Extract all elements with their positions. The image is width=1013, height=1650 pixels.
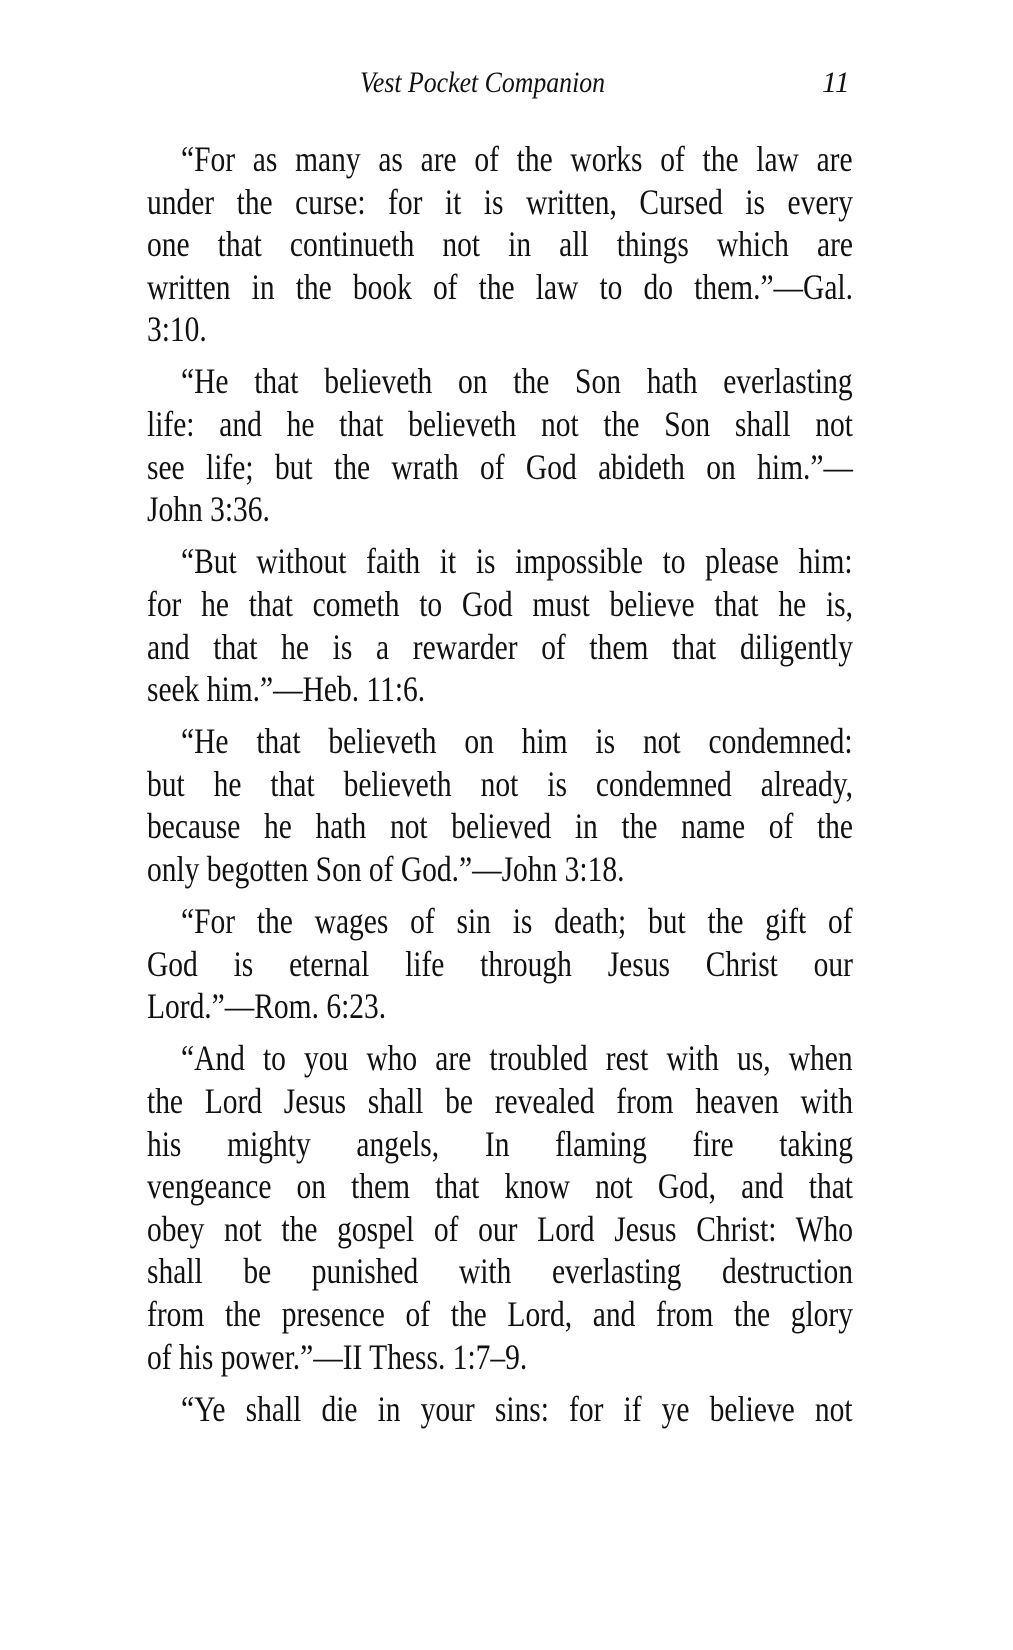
text-line [147, 720, 853, 763]
text-line [147, 626, 853, 669]
text-line [147, 848, 853, 891]
text-line [147, 668, 853, 711]
text-line-content: “Ye shall die in your sins: for if ye believe not [181, 1388, 853, 1429]
text-line-content: God is eternal life through Jesus Christ our [147, 943, 853, 984]
text-line [147, 900, 853, 943]
text-line [147, 1208, 853, 1251]
text-line [147, 446, 853, 489]
text-line-content: of his power.”—II Thess. 1:7–9. [147, 1336, 528, 1377]
text-line-content: Lord.”—Rom. 6:23. [147, 986, 387, 1027]
text-line-content: John 3:36. [147, 489, 270, 530]
text-line-content: “And to you who are troubled rest with us, when [181, 1038, 853, 1079]
text-line-content: only begotten Son of God.”—John 3:18. [147, 849, 625, 889]
verse-paragraph [147, 720, 853, 890]
text-line [147, 360, 853, 403]
text-line-content: seek him.”—Heb. 11:6. [147, 669, 426, 710]
text-line [147, 763, 853, 806]
text-line-content: written in the book of the law to do them.”—Gal. [147, 266, 853, 307]
text-line-content: his mighty angels, In flaming fire taking [147, 1123, 853, 1164]
text-line-content: one that continueth not in all things which are [147, 224, 853, 265]
text-line-content: “For the wages of sin is death; but the gift of [181, 901, 853, 942]
text-line-content: the Lord Jesus shall be revealed from heaven with [147, 1080, 853, 1121]
text-line [147, 223, 853, 266]
text-line-content: 3:10. [147, 309, 207, 350]
text-line-content: because he hath not believed in the name of the [147, 806, 853, 847]
text-line-content: but he that believeth not is condemned already, [147, 763, 853, 804]
text-line [147, 1165, 853, 1208]
text-line-content: obey not the gospel of our Lord Jesus Christ: Who [147, 1208, 853, 1249]
verse-paragraph [147, 360, 853, 530]
page-body [147, 138, 853, 1440]
running-title: Vest Pocket Companion [360, 66, 606, 99]
text-line-content: from the presence of the Lord, and from the glory [147, 1293, 853, 1334]
text-line-content: “But without faith it is impossible to please him: [181, 541, 853, 582]
text-line [147, 583, 853, 626]
verse-paragraph [147, 1388, 853, 1431]
text-line [147, 308, 853, 351]
text-line-content: see life; but the wrath of God abideth on him.”— [147, 446, 853, 487]
text-line [147, 181, 853, 224]
text-line [147, 943, 853, 986]
verse-paragraph [147, 138, 853, 351]
text-line [147, 1336, 853, 1379]
verse-paragraph [147, 1037, 853, 1378]
text-line-content: for he that cometh to God must believe that he is, [147, 583, 853, 624]
text-line-content: and that he is a rewarder of them that diligently [147, 626, 853, 667]
text-line-content: “For as many as are of the works of the law are [181, 139, 853, 179]
text-line [147, 540, 853, 583]
text-line-content: shall be punished with everlasting destruction [147, 1251, 853, 1292]
page-number: 11 [822, 66, 850, 99]
text-line-content: vengeance on them that know not God, and that [147, 1166, 853, 1207]
text-line [147, 1293, 853, 1336]
text-line [147, 1250, 853, 1293]
text-line [147, 138, 853, 181]
verse-paragraph [147, 540, 853, 710]
text-line-content: life: and he that believeth not the Son shall not [147, 404, 853, 445]
text-line [147, 488, 853, 531]
page-header [0, 66, 1013, 110]
text-line-content: “He that believeth on the Son hath everlasting [181, 361, 853, 402]
text-line [147, 403, 853, 446]
text-line [147, 1123, 853, 1166]
text-line [147, 1388, 853, 1431]
text-line [147, 266, 853, 309]
text-line [147, 805, 853, 848]
verse-paragraph [147, 900, 853, 1028]
text-line-content: under the curse: for it is written, Cursed is every [147, 181, 853, 222]
text-line [147, 1080, 853, 1123]
text-line-content: “He that believeth on him is not condemned: [181, 721, 853, 762]
text-line [147, 985, 853, 1028]
text-line [147, 1037, 853, 1080]
